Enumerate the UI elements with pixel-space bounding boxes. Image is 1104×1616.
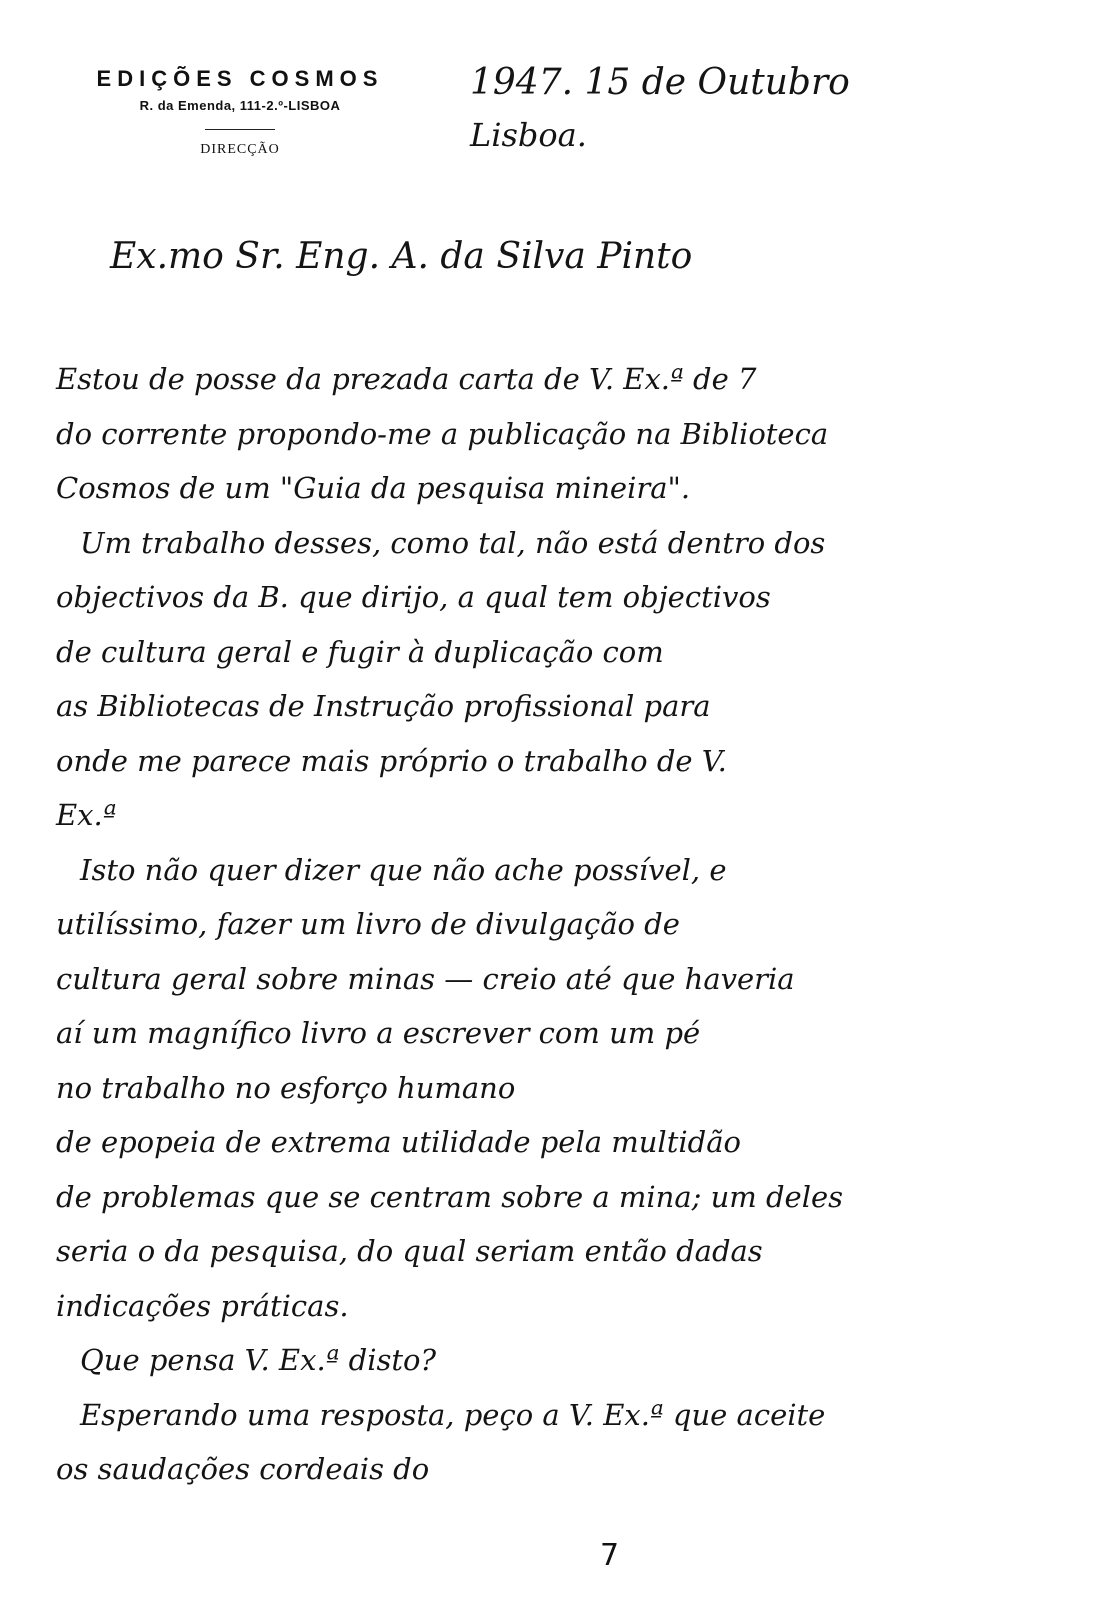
body-line: do corrente propondo-me a publicação na Biblioteca (56, 416, 829, 451)
body-line: Estou de posse da prezada carta de V. Ex.ª de 7 (56, 362, 757, 396)
body-line: de cultura geral e fugir à duplicação com (56, 634, 664, 669)
body-line: onde me parece mais próprio o trabalho de V. (56, 743, 727, 778)
body-line: de problemas que se centram sobre a mina; um deles (56, 1179, 844, 1214)
body-line: cultura geral sobre minas — creio até que haveria (56, 961, 795, 996)
publisher-name: EDIÇÕES COSMOS (96, 66, 384, 91)
letterhead (60, 66, 420, 158)
page-number: 7 (600, 1538, 620, 1573)
department-label: DIRECÇÃO (200, 142, 280, 157)
body-line: aí um magnífico livro a escrever com um pé (56, 1016, 701, 1050)
body-line: utilíssimo, fazer um livro de divulgação de (56, 907, 680, 941)
body-line: indicações práticas. (56, 1288, 349, 1323)
body-line: Isto não quer dizer que não ache possível, e (80, 852, 727, 887)
letter-place: Lisboa. (470, 116, 587, 154)
letter-body (56, 352, 1066, 1497)
salutation: Ex.mo Sr. Eng. A. da Silva Pinto (110, 236, 693, 277)
body-line: no trabalho no esforço humano (56, 1070, 516, 1105)
body-line: seria o da pesquisa, do qual seriam então dadas (56, 1234, 763, 1268)
body-line: Cosmos de um "Guia da pesquisa mineira". (56, 471, 691, 505)
body-line: as Bibliotecas de Instrução profissional para (56, 689, 711, 723)
letter-date: 1947. 15 de Outubro (470, 62, 850, 103)
body-line: Ex.ª (56, 798, 117, 832)
body-line: objectivos da B. que dirijo, a qual tem objectivos (56, 580, 771, 614)
body-line: os saudações cordeais do (56, 1452, 430, 1486)
body-line: Que pensa V. Ex.ª disto? (80, 1343, 437, 1377)
publisher-address: R. da Emenda, 111-2.º-LISBOA (139, 98, 341, 113)
letterhead-divider (205, 129, 275, 130)
body-line: de epopeia de extrema utilidade pela multidão (56, 1125, 741, 1159)
body-line: Esperando uma resposta, peço a V. Ex.ª que aceite (80, 1397, 826, 1432)
body-line: Um trabalho desses, como tal, não está dentro dos (80, 525, 826, 560)
